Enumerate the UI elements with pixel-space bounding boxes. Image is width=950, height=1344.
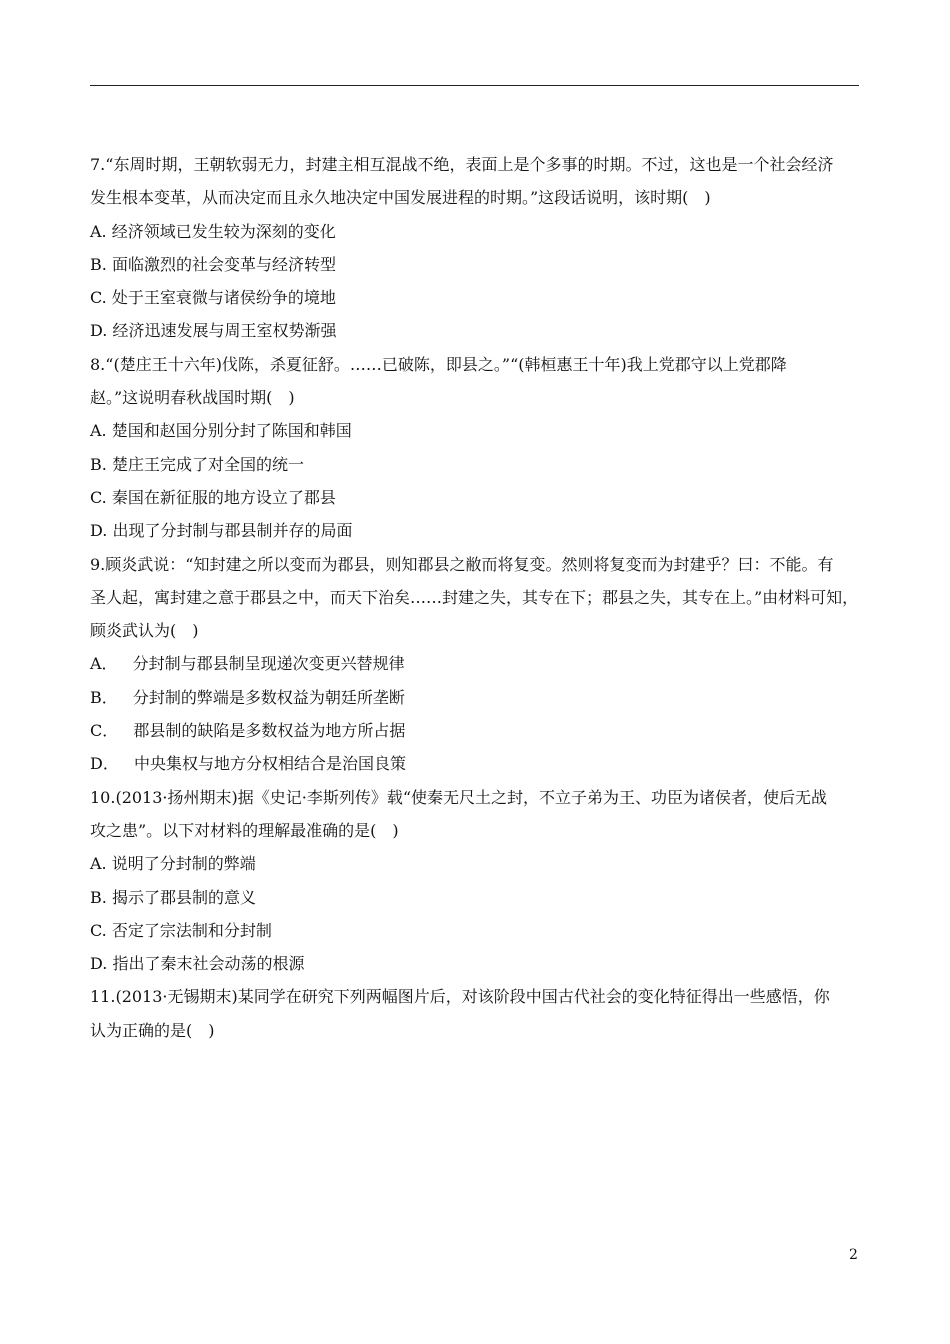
answer-option — [90, 481, 865, 514]
page-number: 2 — [849, 1247, 858, 1263]
question-stem-line: 10.(2013·扬州期末)据《史记·李斯列传》载“使秦无尺土之封，不立子弟为王、功臣为诸侯者，使后无战 — [90, 787, 828, 807]
option-letter: D． — [90, 754, 119, 774]
answer-option — [90, 314, 865, 347]
option-text: 郡县制的缺陷是多数权益为地方所占据 — [133, 721, 406, 741]
option-text: 面临激烈的社会变革与经济转型 — [111, 254, 336, 274]
option-letter: B. — [90, 887, 107, 907]
question-stem-line: 8.“(楚庄王十六年)伐陈，杀夏征舒。……已破陈，即县之。”“(韩桓惠王十年)我上党郡守以上党郡降 — [90, 354, 787, 374]
option-text: 指出了秦末社会动荡的根源 — [112, 954, 305, 974]
header-rule — [90, 85, 859, 86]
option-letter: C． — [90, 721, 119, 741]
question-list — [90, 148, 865, 1047]
option-text: 秦国在新征服的地方设立了郡县 — [111, 487, 336, 507]
answer-option — [90, 914, 865, 947]
option-letter: D. — [90, 521, 108, 541]
option-text: 分封制与郡县制呈现递次变更兴替规律 — [132, 654, 405, 674]
answer-option — [90, 281, 865, 314]
option-text: 否定了宗法制和分封制 — [111, 920, 272, 940]
question-8 — [90, 348, 865, 548]
question-stem-line: 赵。”这说明春秋战国时期( ) — [90, 388, 295, 408]
option-text: 分封制的弊端是多数权益为朝廷所垄断 — [132, 687, 405, 707]
answer-option — [90, 215, 865, 248]
option-letter: A. — [90, 221, 107, 241]
question-11 — [90, 980, 865, 1047]
option-text: 揭示了郡县制的意义 — [111, 887, 256, 907]
question-stem-line: 7.“东周时期，王朝软弱无力，封建主相互混战不绝，表面上是个多事的时期。不过，这也是一个社会经济 — [90, 155, 834, 174]
option-text: 处于王室衰微与诸侯纷争的境地 — [111, 288, 336, 308]
option-letter: A. — [90, 854, 107, 874]
answer-option — [90, 647, 865, 680]
answer-option — [90, 248, 865, 281]
answer-option — [90, 414, 865, 447]
question-stem-line: 圣人起，寓封建之意于郡县之中，而天下治矣……封建之失，其专在下；郡县之失，其专在上。”由材料可知， — [90, 587, 859, 607]
answer-option — [90, 947, 865, 980]
option-letter: B. — [90, 254, 107, 274]
option-text: 经济迅速发展与周王室权势渐强 — [112, 321, 337, 341]
answer-option — [90, 448, 865, 481]
option-letter: B. — [90, 454, 107, 474]
question-stem-line: 顾炎武认为( ) — [90, 621, 199, 641]
answer-option — [90, 714, 865, 747]
question-stem-line: 攻之患”。以下对材料的理解最准确的是( ) — [90, 820, 399, 840]
option-letter: C. — [90, 920, 107, 940]
question-10 — [90, 781, 865, 981]
option-text: 中央集权与地方分权相结合是治国良策 — [133, 754, 406, 774]
option-text: 楚庄王完成了对全国的统一 — [111, 454, 304, 474]
answer-option — [90, 681, 865, 714]
option-text: 楚国和赵国分别分封了陈国和韩国 — [111, 421, 352, 441]
question-9 — [90, 548, 865, 781]
question-stem-line: 9.顾炎武说：“知封建之所以变而为郡县，则知郡县之敝而将复变。然则将复变而为封建乎？曰：不能。有 — [90, 554, 834, 574]
option-letter: A． — [90, 654, 118, 674]
answer-option — [90, 847, 865, 880]
question-stem-line: 11.(2013·无锡期末)某同学在研究下列两幅图片后，对该阶段中国古代社会的变化特征得出一些感悟，你 — [90, 987, 830, 1007]
option-letter: D. — [90, 954, 108, 974]
question-7 — [90, 148, 865, 348]
option-letter: C. — [90, 288, 107, 308]
option-letter: A. — [90, 421, 107, 441]
option-text: 出现了分封制与郡县制并存的局面 — [112, 521, 353, 541]
question-stem-line: 认为正确的是( ) — [90, 1020, 215, 1040]
answer-option — [90, 514, 865, 547]
question-stem-line: 发生根本变革，从而决定而且永久地决定中国发展进程的时期。”这段话说明，该时期( ) — [90, 188, 711, 208]
option-letter: B． — [90, 687, 118, 707]
answer-option — [90, 881, 865, 914]
option-letter: D. — [90, 321, 108, 341]
answer-option — [90, 747, 865, 780]
option-text: 说明了分封制的弊端 — [111, 854, 256, 874]
option-letter: C. — [90, 487, 107, 507]
option-text: 经济领域已发生较为深刻的变化 — [111, 221, 336, 241]
